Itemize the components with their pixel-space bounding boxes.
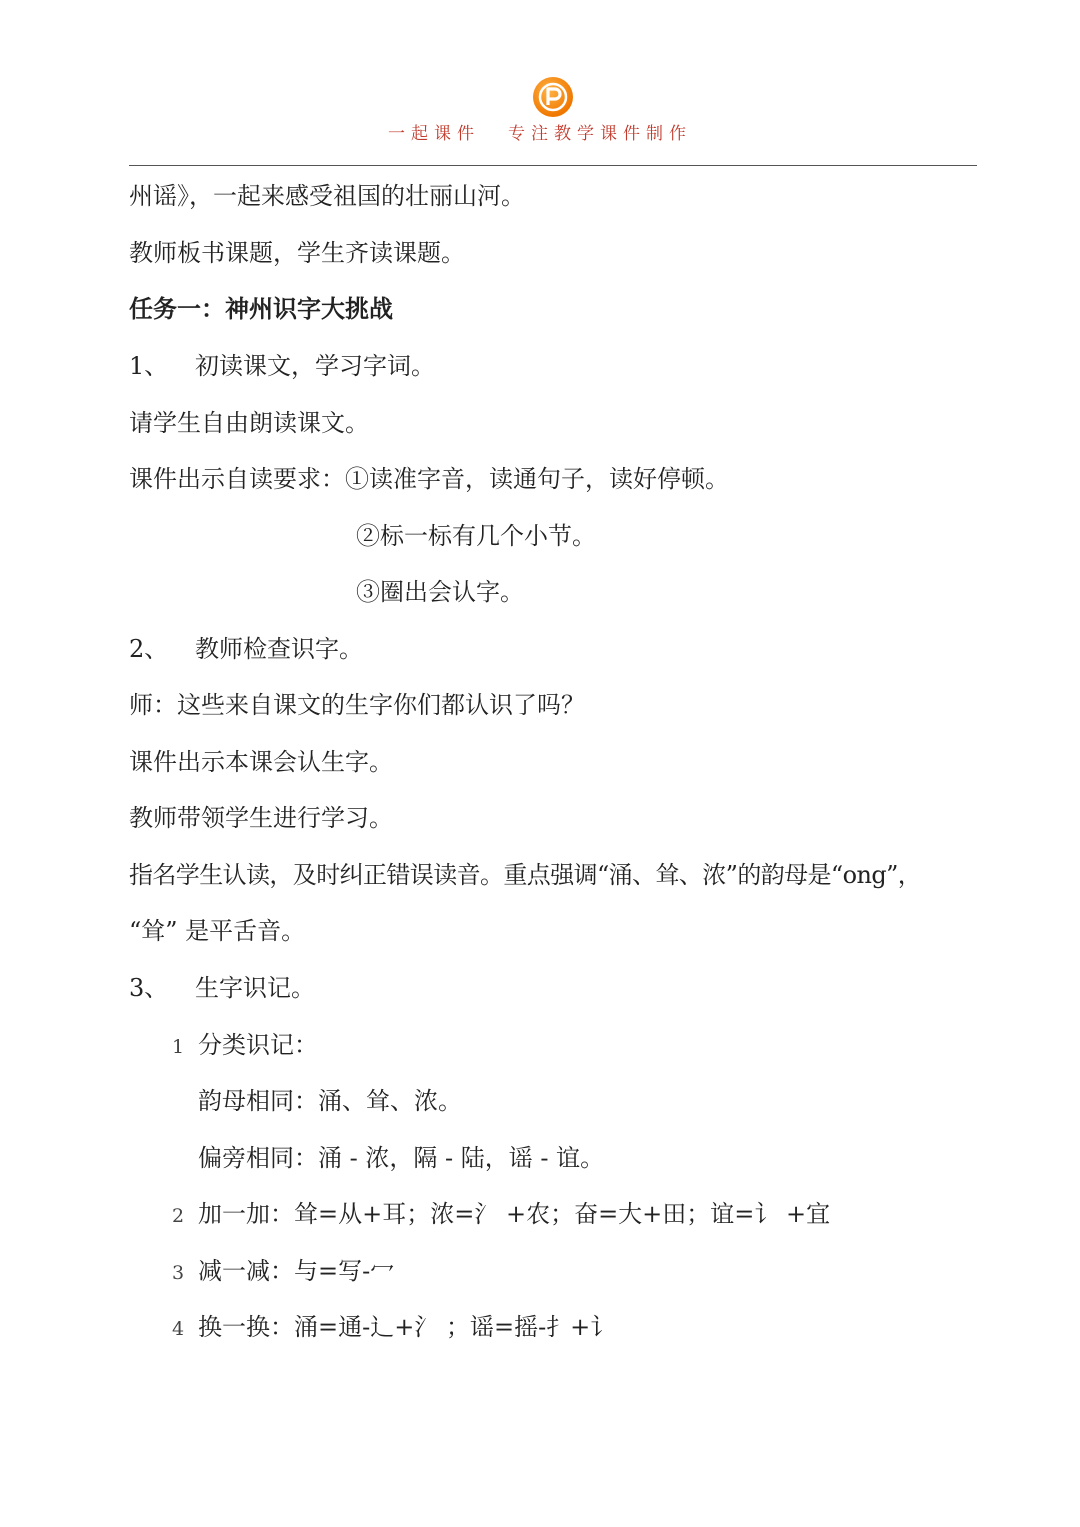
paragraph: 教师板书课题，学生齐读课题。 (129, 239, 465, 267)
header-tagline (0, 119, 1080, 144)
step-item (129, 973, 315, 1003)
step-text: 教师检查识字。 (195, 635, 363, 663)
step-number: 1、 (129, 352, 169, 380)
page-header (0, 0, 1080, 170)
sub-number: 4 (172, 1318, 185, 1340)
paragraph: 师：这些来自课文的生字你们都认识了吗？ (129, 691, 585, 719)
p-logo-icon (533, 77, 573, 117)
requirement-line: ③圈出会认字。 (356, 578, 524, 606)
sub-item (172, 1030, 318, 1062)
sub-number: 2 (172, 1205, 185, 1227)
paragraph: 请学生自由朗读课文。 (129, 409, 369, 437)
sub-item (172, 1312, 614, 1344)
sub-text: 分类识记： (198, 1031, 318, 1059)
header-divider (129, 165, 977, 166)
sub-number: 3 (172, 1262, 185, 1284)
step-number: 2、 (129, 635, 169, 663)
requirement-line: ②标一标有几个小节。 (356, 522, 596, 550)
sub-number: 1 (172, 1036, 185, 1058)
step-text: 初读课文，学习字词。 (195, 352, 435, 380)
sub-detail: 偏旁相同：涌 - 浓，隔 - 陆，谣 - 谊。 (198, 1144, 605, 1172)
paragraph: 州谣》，一起来感受祖国的壮丽山河。 (129, 182, 525, 210)
task-heading: 任务一：神州识字大挑战 (129, 295, 393, 323)
paragraph: 课件出示本课会认生字。 (129, 748, 393, 776)
sub-text: 加一加：耸=从+耳；浓=氵 +农；奋=大+田；谊=讠 +宜 (198, 1200, 831, 1228)
sub-item (172, 1256, 394, 1288)
requirement-line: 课件出示自读要求：①读准字音，读通句子，读好停顿。 (129, 465, 729, 493)
sub-text: 换一换：涌=通-辶+氵 ；谣=摇-扌+讠 (198, 1313, 615, 1341)
sub-text: 减一减：与=写-冖 (198, 1257, 395, 1285)
step-item (129, 351, 435, 381)
brand-slogan: 专注教学课件制作 (508, 124, 692, 144)
brand-name: 一起课件 (388, 124, 480, 144)
sub-item (172, 1199, 830, 1231)
paragraph: 指名学生认读，及时纠正错误读音。重点强调“涌、耸、浓”的韵母是“ong”， (129, 861, 922, 889)
p-logo-glyph (533, 77, 573, 117)
step-number: 3、 (129, 974, 169, 1002)
sub-detail: 韵母相同：涌、耸、浓。 (198, 1087, 462, 1115)
step-text: 生字识记。 (195, 974, 315, 1002)
paragraph: 教师带领学生进行学习。 (129, 804, 393, 832)
step-item (129, 634, 363, 664)
paragraph: “耸” 是平舌音。 (129, 917, 306, 945)
